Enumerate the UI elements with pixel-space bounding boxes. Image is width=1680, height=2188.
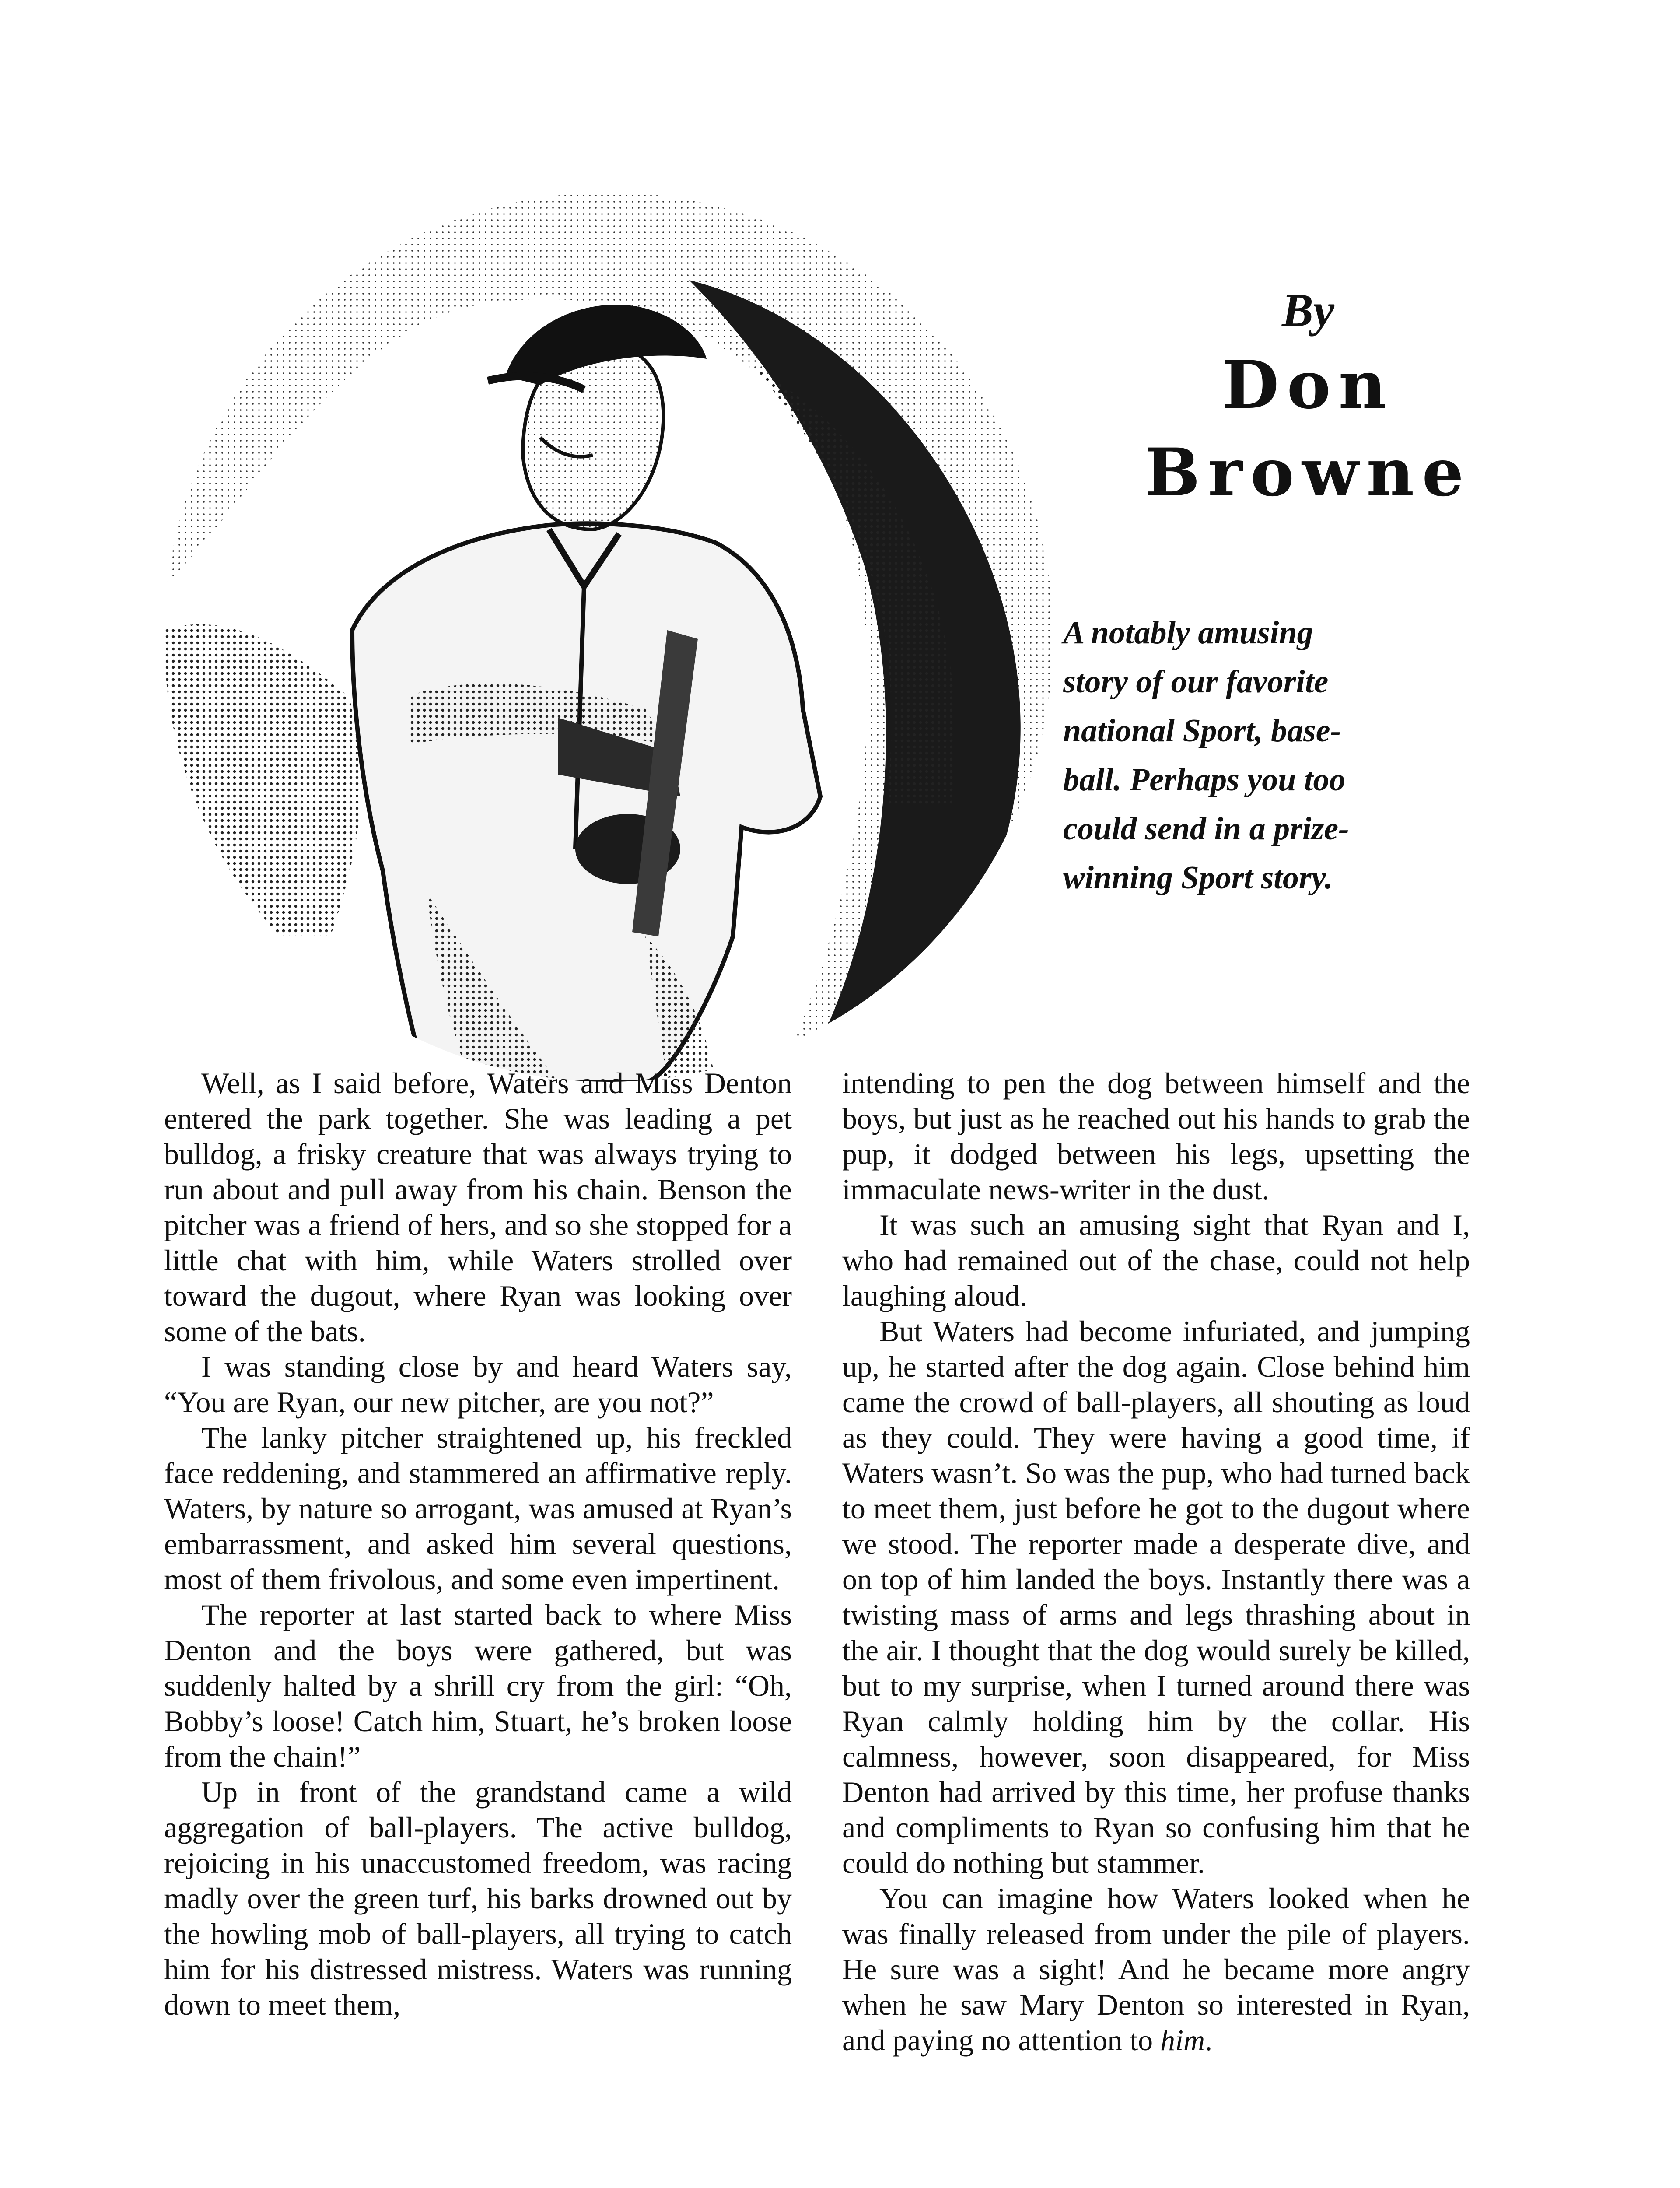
right-text-column bbox=[842, 1066, 1470, 2058]
byline bbox=[1120, 280, 1496, 516]
blurb-line: could send in a prize- bbox=[1063, 811, 1349, 847]
paragraph: Up in front of the grandstand came a wild aggregation of ball-players. The active bulldog, rejoicing in his unaccustomed freedom, was racing madly over the green turf, his barks drowned out by the howling mob of ball-players, all trying to catch him for his distressed mistress. Waters was running down to meet them, bbox=[164, 1775, 792, 2021]
paragraph: intending to pen the dog between himself and the boys, but just as he reached out his hands to grab the pup, it dodged between his legs, upsetting the immaculate news-writer in the dust. bbox=[842, 1066, 1470, 1206]
paragraph: The reporter at last started back to where Miss Denton and the boys were gathered, but was suddenly halted by a shrill cry from the girl: “Oh, Bobby’s loose! Catch him, Stuart, he’s broken loose from the chain!” bbox=[164, 1598, 792, 1773]
paragraph: Well, as I said before, Waters and Miss Denton entered the park together. She was leading a pet bulldog, a frisky creature that was always trying to run about and pull away from his chain. Benson the pitcher was a friend of hers, and so she stopped for a little chat with him, while Waters strolled over toward the dugout, where Ryan was looking over some of the bats. bbox=[164, 1066, 792, 1348]
author-last-name: Browne bbox=[1144, 434, 1472, 511]
byline-by: By bbox=[1282, 284, 1334, 337]
left-text-column bbox=[164, 1066, 792, 2023]
author-first-name: Don bbox=[1222, 347, 1394, 424]
blurb-line: story of our favorite bbox=[1063, 664, 1329, 700]
blurb-line: A notably amusing bbox=[1063, 615, 1313, 651]
paragraph: It was such an amusing sight that Ryan and I, who had remained out of the chase, could not help laughing aloud. bbox=[842, 1208, 1470, 1312]
blurb-line: winning Sport story. bbox=[1063, 860, 1333, 896]
story-blurb bbox=[1063, 608, 1457, 902]
last-paragraph-end: . bbox=[1205, 2023, 1213, 2057]
last-paragraph-text: You can imagine how Waters looked when he was finally released from under the pile of players. He sure was a sight! And he became more angry when he saw Mary Denton so interested in Ryan, and paying no attention to bbox=[842, 1882, 1470, 2057]
paragraph: I was standing close by and heard Waters say, “You are Ryan, our new pitcher, are you not?” bbox=[164, 1350, 792, 1419]
paragraph: But Waters had become infuriated, and jumping up, he started after the dog again. Close behind him came the crowd of ball-players, all shouting as loud as they could. They were having a good time, if Waters wasn’t. So was the pup, who had turned back to meet them, just before he got to the dugout where we stood. The reporter made a desperate dive, and on top of him landed the boys. Instantly there was a twisting mass of arms and legs thrashing about in the air. I thought that the dog would surely be killed, but to my surprise, when I turned around there was Ryan calmly holding him by the collar. His calmness, however, soon disappeared, for Miss Denton had arrived by this time, her profuse thanks and compliments to Ryan so confusing him that he could do nothing but stammer. bbox=[842, 1315, 1470, 1879]
paragraph: The lanky pitcher straightened up, his freckled face reddening, and stammered an affirmative reply. Waters, by nature so arrogant, was amused at Ryan’s embarrassment, and asked him several questions, most of them frivolous, and some even impertinent. bbox=[164, 1421, 792, 1596]
emphasized-word: him bbox=[1160, 2023, 1205, 2057]
last-paragraph bbox=[842, 1881, 1470, 2058]
baseball-player-illustration bbox=[164, 193, 1053, 1082]
blurb-line: national Sport, base- bbox=[1063, 713, 1341, 749]
blurb-line: ball. Perhaps you too bbox=[1063, 762, 1346, 798]
